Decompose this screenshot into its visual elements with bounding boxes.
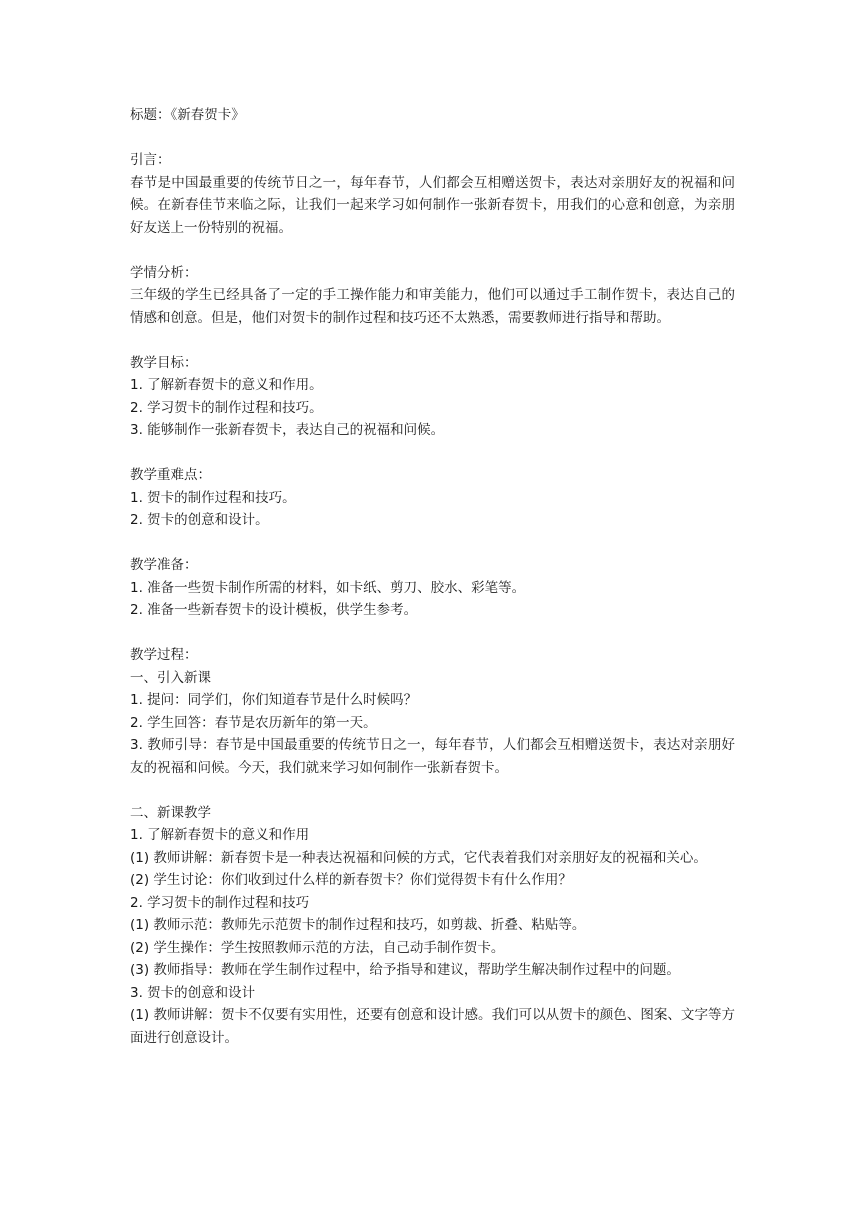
process-part2-line: (1) 教师讲解：新春贺卡是一种表达祝福和问候的方式，它代表着我们对亲朋好友的祝福和关心。 <box>130 849 707 866</box>
spacer <box>130 127 735 150</box>
process-part2-line: (2) 学生讨论：你们收到过什么样的新春贺卡？你们觉得贺卡有什么作用？ <box>130 872 572 888</box>
document-page <box>130 104 735 1049</box>
key-points-item: 2. 贺卡的创意和设计。 <box>130 512 269 528</box>
preparation-item: 2. 准备一些新春贺卡的设计模板，供学生参考。 <box>130 602 418 618</box>
process-part2-line: (1) 教师示范：教师先示范贺卡的制作过程和技巧，如剪裁、折叠、粘贴等。 <box>130 917 586 933</box>
process-part2-line: (3) 教师指导：教师在学生制作过程中，给予指导和建议，帮助学生解决制作过程中的问题。 <box>130 962 680 978</box>
goals-heading: 教学目标： <box>130 354 198 371</box>
process-part2-line: 1. 了解新春贺卡的意义和作用 <box>130 827 310 843</box>
spacer <box>130 532 735 555</box>
process-part2-line: (2) 学生操作：学生按照教师示范的方法，自己动手制作贺卡。 <box>130 939 505 956</box>
process-part1-heading: 一、引入新课 <box>130 669 211 686</box>
spacer <box>130 329 735 352</box>
goals-item: 2. 学习贺卡的制作过程和技巧。 <box>130 399 323 416</box>
process-part2-line: (1) 教师讲解：贺卡不仅要有实用性，还要有创意和设计感。我们可以从贺卡的颜色、图案、文字等方面进行创意设计。 <box>130 1007 735 1046</box>
key-points-heading: 教学重难点： <box>130 467 211 483</box>
goals-item: 3. 能够制作一张新春贺卡，表达自己的祝福和问候。 <box>130 422 445 438</box>
process-heading: 教学过程： <box>130 647 198 663</box>
key-points-item: 1. 贺卡的制作过程和技巧。 <box>130 489 296 506</box>
process-part1-item: 2. 学生回答：春节是农历新年的第一天。 <box>130 714 377 731</box>
goals-item: 1. 了解新春贺卡的意义和作用。 <box>130 377 323 393</box>
intro-heading: 引言： <box>130 152 171 168</box>
spacer <box>130 442 735 465</box>
preparation-heading: 教学准备： <box>130 557 198 573</box>
preparation-item: 1. 准备一些贺卡制作所需的材料，如卡纸、剪刀、胶水、彩笔等。 <box>130 579 526 596</box>
intro-paragraph: 春节是中国最重要的传统节日之一，每年春节，人们都会互相赠送贺卡，表达对亲朋好友的祝福和问候。在新春佳节来临之际，让我们一起来学习如何制作一张新春贺卡，用我们的心意和创意，为亲朋好友送上一份特别的祝福。 <box>130 174 735 236</box>
spacer <box>130 239 735 262</box>
process-part1-item: 3. 教师引导：春节是中国最重要的传统节日之一，每年春节，人们都会互相赠送贺卡，表达对亲朋好友的祝福和问候。今天，我们就来学习如何制作一张新春贺卡。 <box>130 737 735 776</box>
process-part2-heading: 二、新课教学 <box>130 804 211 821</box>
analysis-paragraph: 三年级的学生已经具备了一定的手工操作能力和审美能力，他们可以通过手工制作贺卡，表达自己的情感和创意。但是，他们对贺卡的制作过程和技巧还不太熟悉，需要教师进行指导和帮助。 <box>130 287 735 326</box>
process-part2-line: 3. 贺卡的创意和设计 <box>130 984 256 1001</box>
document-title: 标题：《新春贺卡》 <box>130 107 245 123</box>
spacer <box>130 779 735 802</box>
analysis-heading: 学情分析： <box>130 264 198 281</box>
process-part1-item: 1. 提问：同学们，你们知道春节是什么时候吗？ <box>130 692 418 708</box>
spacer <box>130 622 735 645</box>
process-part2-line: 2. 学习贺卡的制作过程和技巧 <box>130 894 310 911</box>
